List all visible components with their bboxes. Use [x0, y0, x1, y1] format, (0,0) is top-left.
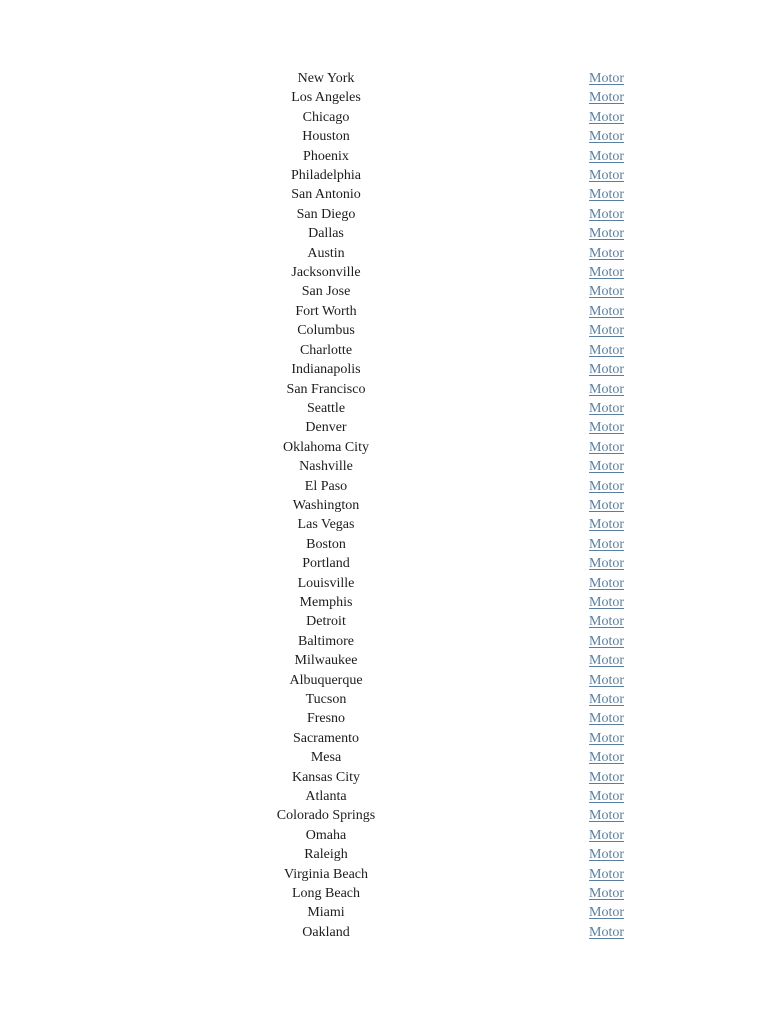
list-item [0, 496, 768, 515]
list-item [0, 244, 768, 263]
city-name: Louisville [297, 575, 355, 591]
city-name: Jacksonville [291, 265, 361, 281]
list-item [0, 380, 768, 399]
city-name: Nashville [299, 459, 353, 475]
motor-link[interactable]: Motor [589, 672, 624, 688]
list-item [0, 554, 768, 573]
list-item [0, 709, 768, 728]
city-name: Sacramento [292, 730, 360, 746]
city-name: Dallas [308, 226, 344, 242]
list-item [0, 865, 768, 884]
motor-link[interactable]: Motor [589, 459, 624, 475]
city-name: Fort Worth [295, 303, 357, 319]
list-item [0, 690, 768, 709]
city-name: Washington [292, 497, 360, 513]
city-name: San Francisco [286, 381, 366, 397]
city-name: Philadelphia [291, 168, 361, 184]
motor-link[interactable]: Motor [589, 420, 624, 436]
motor-link[interactable]: Motor [589, 730, 624, 746]
list-item [0, 438, 768, 457]
city-name: Fresno [306, 711, 346, 727]
city-name: Phoenix [303, 148, 349, 164]
city-name: New York [297, 71, 355, 86]
list-item [0, 360, 768, 379]
motor-link[interactable]: Motor [589, 789, 624, 805]
city-name: Baltimore [298, 633, 354, 649]
city-name: Chicago [302, 109, 350, 125]
motor-link[interactable]: Motor [589, 303, 624, 319]
list-item [0, 748, 768, 767]
motor-link[interactable]: Motor [589, 769, 624, 785]
motor-link[interactable]: Motor [589, 439, 624, 455]
list-item [0, 826, 768, 845]
city-name: Oakland [302, 924, 350, 940]
list-item [0, 341, 768, 360]
motor-link[interactable]: Motor [589, 362, 624, 378]
city-name: Indianapolis [291, 362, 361, 378]
motor-link[interactable]: Motor [589, 594, 624, 610]
city-name: Columbus [297, 323, 355, 339]
city-name: Mesa [310, 750, 342, 766]
list-item [0, 321, 768, 340]
city-name: Boston [306, 536, 346, 552]
motor-link[interactable]: Motor [589, 750, 624, 766]
city-name: Charlotte [299, 342, 353, 358]
list-item [0, 282, 768, 301]
list-item [0, 108, 768, 127]
motor-link[interactable]: Motor [589, 381, 624, 397]
city-name: Denver [305, 420, 347, 436]
motor-link[interactable]: Motor [589, 556, 624, 572]
motor-link[interactable]: Motor [589, 827, 624, 843]
motor-link[interactable]: Motor [589, 536, 624, 552]
city-name: Milwaukee [294, 653, 358, 669]
city-name: San Diego [296, 206, 356, 222]
motor-link[interactable]: Motor [589, 71, 624, 86]
motor-link[interactable]: Motor [589, 90, 624, 106]
list-item [0, 787, 768, 806]
city-name: El Paso [304, 478, 348, 494]
city-name: Memphis [299, 594, 353, 610]
motor-link[interactable]: Motor [589, 323, 624, 339]
list-item [0, 845, 768, 864]
motor-link[interactable]: Motor [589, 497, 624, 513]
list-item [0, 127, 768, 146]
motor-link[interactable]: Motor [589, 711, 624, 727]
city-name: Albuquerque [289, 672, 363, 688]
list-item [0, 729, 768, 748]
city-name: Las Vegas [297, 517, 355, 533]
city-name: Colorado Springs [276, 808, 376, 824]
city-name: Tucson [305, 692, 347, 707]
city-name: Seattle [306, 400, 346, 416]
motor-link[interactable]: Motor [589, 109, 624, 125]
city-list [0, 69, 768, 942]
city-name: Long Beach [291, 886, 361, 902]
list-item [0, 147, 768, 166]
motor-link[interactable]: Motor [589, 517, 624, 533]
city-name: Austin [307, 245, 345, 261]
list-item [0, 88, 768, 107]
motor-link[interactable]: Motor [589, 265, 624, 281]
motor-link[interactable]: Motor [589, 129, 624, 145]
list-item [0, 166, 768, 185]
city-name: Omaha [305, 827, 347, 843]
motor-link[interactable]: Motor [589, 633, 624, 649]
city-name: Kansas City [291, 769, 361, 785]
list-item [0, 651, 768, 670]
motor-link[interactable]: Motor [589, 245, 624, 261]
list-item [0, 185, 768, 204]
motor-link[interactable]: Motor [589, 575, 624, 591]
list-item [0, 457, 768, 476]
motor-link[interactable]: Motor [589, 614, 624, 630]
list-item [0, 399, 768, 418]
motor-link[interactable]: Motor [589, 847, 624, 863]
motor-link[interactable]: Motor [589, 284, 624, 300]
city-name: Atlanta [305, 789, 347, 805]
city-name: Portland [302, 556, 350, 572]
city-name: Houston [302, 129, 350, 145]
motor-link[interactable]: Motor [589, 866, 624, 882]
city-name: Oklahoma City [283, 439, 369, 455]
motor-link[interactable]: Motor [589, 342, 624, 358]
list-item [0, 69, 768, 88]
list-item [0, 806, 768, 825]
motor-link[interactable]: Motor [589, 653, 624, 669]
city-name: Detroit [306, 614, 346, 630]
list-item [0, 884, 768, 903]
list-item [0, 768, 768, 787]
list-item [0, 477, 768, 496]
motor-link[interactable]: Motor [589, 400, 624, 416]
city-name: San Jose [301, 284, 351, 300]
list-item [0, 612, 768, 631]
list-item [0, 903, 768, 922]
list-item [0, 632, 768, 651]
list-item [0, 593, 768, 612]
city-name: Virginia Beach [283, 866, 369, 882]
motor-link[interactable]: Motor [589, 905, 624, 921]
motor-link[interactable]: Motor [589, 478, 624, 494]
list-item [0, 574, 768, 593]
list-item [0, 671, 768, 690]
city-name: San Antonio [291, 187, 361, 203]
motor-link[interactable]: Motor [589, 206, 624, 222]
list-item [0, 515, 768, 534]
motor-link[interactable]: Motor [589, 886, 624, 902]
list-item [0, 923, 768, 942]
city-name: Los Angeles [291, 90, 361, 106]
motor-link[interactable]: Motor [589, 226, 624, 242]
list-item [0, 224, 768, 243]
motor-link[interactable]: Motor [589, 692, 624, 707]
motor-link[interactable]: Motor [589, 168, 624, 184]
city-name: Raleigh [304, 847, 348, 863]
list-item [0, 535, 768, 554]
motor-link[interactable]: Motor [589, 924, 624, 940]
list-item [0, 205, 768, 224]
motor-link[interactable]: Motor [589, 808, 624, 824]
list-item [0, 302, 768, 321]
motor-link[interactable]: Motor [589, 187, 624, 203]
motor-link[interactable]: Motor [589, 148, 624, 164]
list-item [0, 418, 768, 437]
list-item [0, 263, 768, 282]
city-name: Miami [307, 905, 345, 921]
